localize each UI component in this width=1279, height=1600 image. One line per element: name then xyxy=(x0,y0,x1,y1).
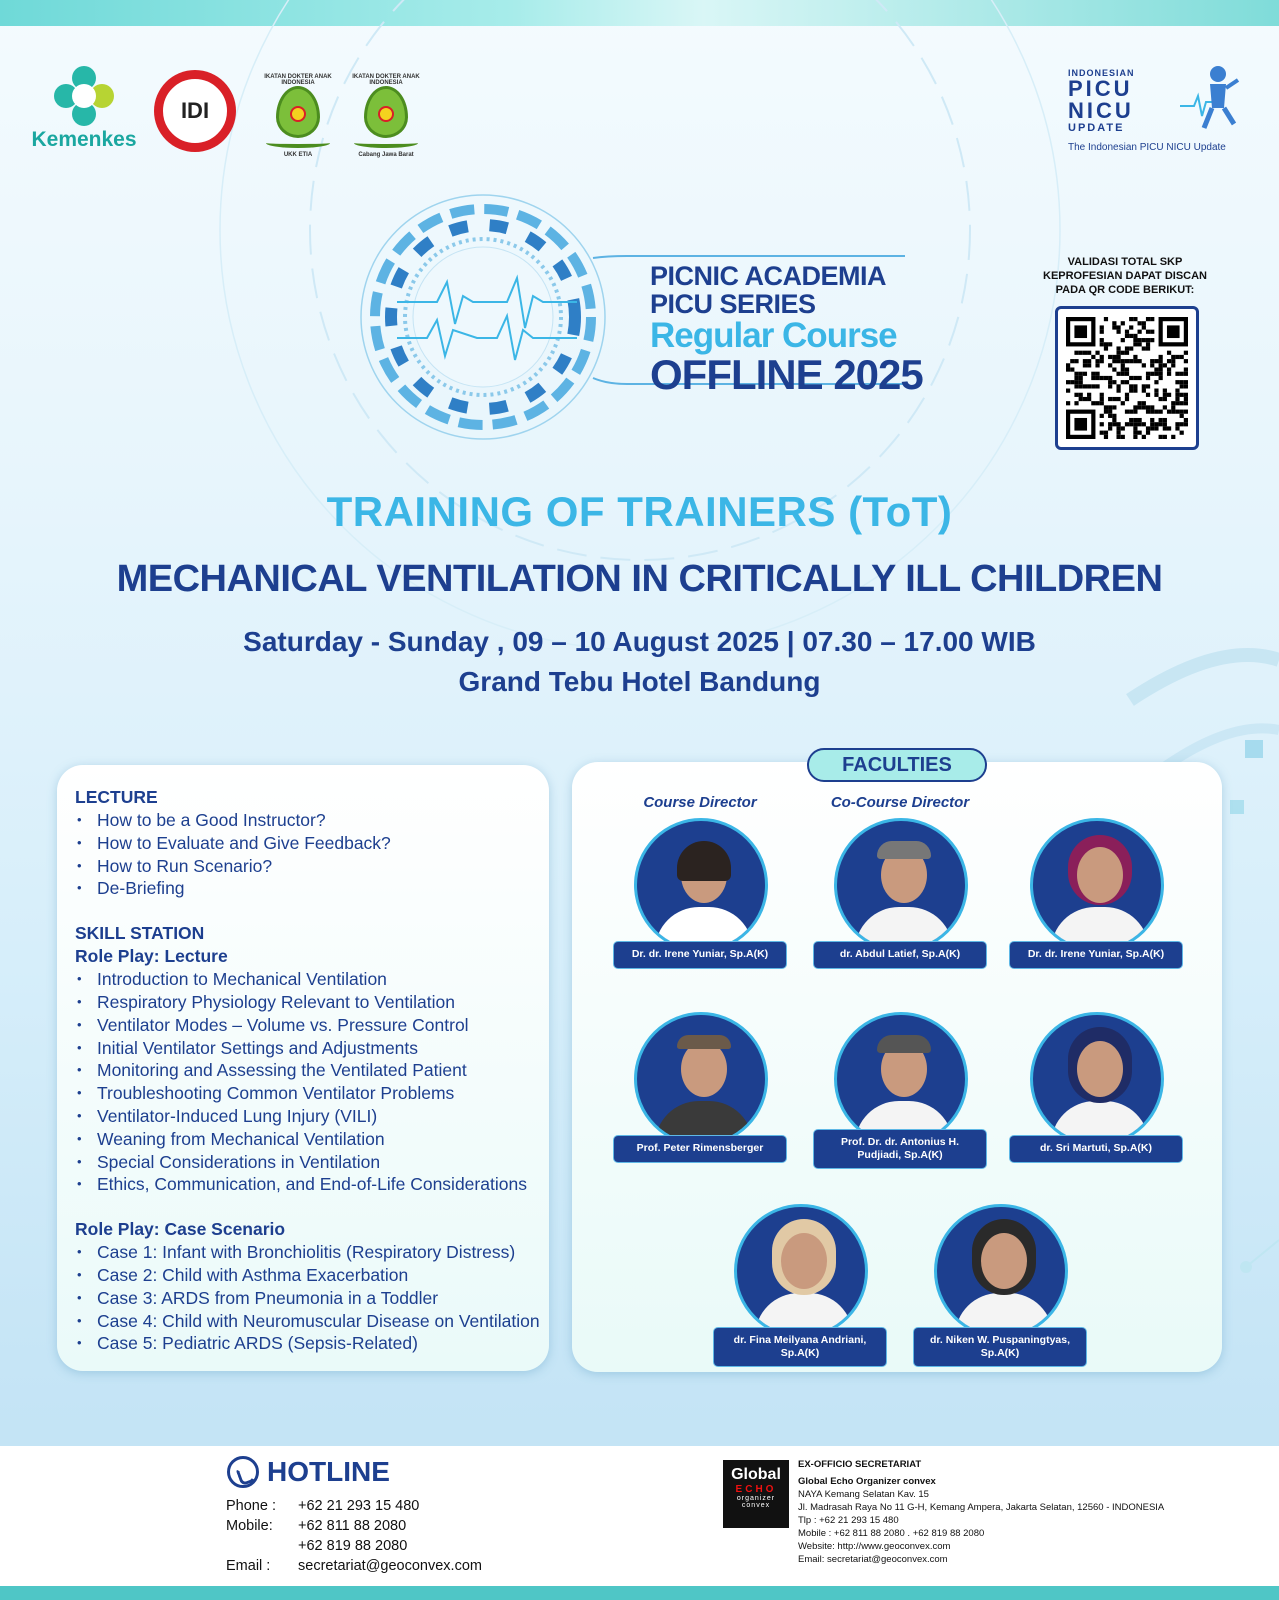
list-item: • Introduction to Mechanical Ventilation xyxy=(75,968,545,991)
idai-cabang-label: Cabang Jawa Barat xyxy=(358,152,414,158)
roleplay-lecture-list xyxy=(75,968,545,1196)
picu-nicu-logo xyxy=(1068,62,1258,157)
faculty-name: dr. Sri Martuti, Sp.A(K) xyxy=(1010,1136,1182,1162)
program-content xyxy=(75,786,545,1355)
faculty-card xyxy=(1010,818,1180,988)
series-line1: PICNIC ACADEMIA xyxy=(650,261,887,291)
kemenkes-text: Kemenkes xyxy=(31,128,137,151)
idai-arc-text: IKATAN DOKTER ANAK INDONESIA xyxy=(352,74,420,86)
idai-jabar-logo xyxy=(346,74,426,164)
faculty-card xyxy=(1010,1012,1180,1182)
idi-logo xyxy=(154,70,236,152)
faculty-card xyxy=(914,1204,1084,1374)
idai-emblem-icon xyxy=(290,106,306,122)
picu-line2: NICU xyxy=(1068,98,1134,123)
secretariat-address: NAYA Kemang Selatan Kav. 15 xyxy=(798,1489,929,1500)
idai-base xyxy=(266,138,330,148)
mobile-label: Mobile: xyxy=(226,1518,273,1534)
list-item: • Case 1: Infant with Bronchiolitis (Respiratory Distress) xyxy=(75,1241,545,1264)
list-item: • Special Considerations in Ventilation xyxy=(75,1151,545,1174)
picu-line1: PICU xyxy=(1068,76,1133,101)
geo-logo-sub: organizer convex xyxy=(736,1495,776,1509)
picu-top-text: INDONESIAN xyxy=(1068,68,1135,78)
idi-text: IDI xyxy=(161,77,229,145)
list-item: • Weaning from Mechanical Ventilation xyxy=(75,1128,545,1151)
secretariat-mobile: Mobile : +62 811 88 2080 . +62 819 88 2080 xyxy=(798,1528,985,1539)
secretariat-info xyxy=(798,1458,1238,1566)
list-item: • How to be a Good Instructor? xyxy=(75,809,545,832)
hotline-text: HOTLINE xyxy=(267,1456,390,1487)
faculty-photo xyxy=(1030,818,1164,952)
idai-emblem-icon xyxy=(378,106,394,122)
faculty-card xyxy=(614,818,784,988)
hotline-contacts xyxy=(226,1496,482,1576)
secretariat-phone: Tlp : +62 21 293 15 480 xyxy=(798,1515,899,1526)
list-item: • How to Evaluate and Give Feedback? xyxy=(75,832,545,855)
course-director-label: Course Director xyxy=(643,794,757,811)
list-item: • Troubleshooting Common Ventilator Problems xyxy=(75,1082,545,1105)
list-item: • How to Run Scenario? xyxy=(75,855,545,878)
idai-base xyxy=(354,138,418,148)
kemenkes-logo xyxy=(24,66,144,156)
qr-code[interactable] xyxy=(1055,306,1199,450)
running-child-icon xyxy=(1180,62,1240,138)
hotline-heading xyxy=(227,1456,390,1488)
faculty-card xyxy=(714,1204,884,1374)
list-item: • Case 4: Child with Neuromuscular Disease on Ventilation xyxy=(75,1310,545,1333)
picu-tagline: The Indonesian PICU NICU Update xyxy=(1068,142,1226,153)
secretariat-email[interactable]: Email: secretariat@geoconvex.com xyxy=(798,1554,948,1565)
faculty-photo xyxy=(634,818,768,952)
faculty-photo xyxy=(734,1204,868,1338)
faculty-name: dr. Abdul Latief, Sp.A(K) xyxy=(814,942,986,968)
secretariat-address: Jl. Madrasah Raya No 11 G-H, Kemang Ampera, Jakarta Selatan, 12560 - INDONESIA xyxy=(798,1502,1165,1513)
email-label: Email : xyxy=(226,1558,271,1574)
series-line2: PICU SERIES xyxy=(650,289,816,319)
tot-heading: TRAINING OF TRAINERS (ToT) xyxy=(326,488,953,535)
picu-update-text: UPDATE xyxy=(1068,122,1125,134)
whatsapp-icon xyxy=(227,1456,259,1488)
faculty-photo xyxy=(634,1012,768,1146)
series-line4: OFFLINE 2025 xyxy=(650,351,923,398)
secretariat-company: Global Echo Organizer convex xyxy=(798,1476,936,1487)
roleplay-lecture-heading: Role Play: Lecture xyxy=(75,946,228,967)
kemenkes-mark-icon xyxy=(54,66,114,126)
roleplay-case-list xyxy=(75,1241,545,1355)
co-course-director-label: Co-Course Director xyxy=(830,794,970,811)
phone-number[interactable]: +62 21 293 15 480 xyxy=(298,1498,420,1514)
list-item: • Case 2: Child with Asthma Exacerbation xyxy=(75,1264,545,1287)
list-item: • Case 5: Pediatric ARDS (Sepsis-Related) xyxy=(75,1332,545,1355)
event-date: Saturday - Sunday , 09 – 10 August 2025 | 07.30 – 17.00 WIB xyxy=(243,626,1036,657)
course-title: MECHANICAL VENTILATION IN CRITICALLY ILL CHILDREN xyxy=(116,558,1163,600)
faculties-heading: FACULTIES xyxy=(807,748,987,782)
faculty-name: Dr. dr. Irene Yuniar, Sp.A(K) xyxy=(1010,942,1182,968)
skill-station-heading: SKILL STATION xyxy=(75,923,205,944)
global-echo-logo xyxy=(723,1460,789,1528)
faculty-photo xyxy=(834,818,968,952)
idai-ukk-label: UKK ETIA xyxy=(283,152,313,158)
list-item: • Monitoring and Assessing the Ventilated Patient xyxy=(75,1059,545,1082)
email-address[interactable]: secretariat@geoconvex.com xyxy=(298,1558,482,1574)
series-line3: Regular Course xyxy=(650,316,897,355)
roleplay-case-heading: Role Play: Case Scenario xyxy=(75,1219,286,1240)
list-item: • Respiratory Physiology Relevant to Ventilation xyxy=(75,991,545,1014)
secretariat-heading: EX-OFFICIO SECRETARIAT xyxy=(798,1459,922,1470)
geo-logo-text: Global xyxy=(731,1466,781,1483)
event-venue: Grand Tebu Hotel Bandung xyxy=(458,666,821,697)
event-series-titles xyxy=(650,262,930,396)
lecture-heading: LECTURE xyxy=(75,787,158,807)
list-item: • De-Briefing xyxy=(75,877,545,900)
mobile-number[interactable]: +62 819 88 2080 xyxy=(298,1538,408,1554)
lecture-list xyxy=(75,809,545,900)
secretariat-website[interactable]: Website: http://www.geoconvex.com xyxy=(798,1541,951,1552)
qr-code-image xyxy=(1066,317,1188,439)
skp-validation-text: VALIDASI TOTAL SKP KEPROFESIAN DAPAT DISCAN PADA QR CODE BERIKUT: xyxy=(1043,256,1207,296)
faculty-name: Dr. dr. Irene Yuniar, Sp.A(K) xyxy=(614,942,786,968)
faculty-card xyxy=(614,1012,784,1182)
list-item: • Initial Ventilator Settings and Adjustments xyxy=(75,1037,545,1060)
bottom-band xyxy=(0,1586,1279,1600)
faculty-photo xyxy=(834,1012,968,1146)
list-item: • Ventilator Modes – Volume vs. Pressure Control xyxy=(75,1014,545,1037)
list-item: • Case 3: ARDS from Pneumonia in a Toddler xyxy=(75,1287,545,1310)
list-item: • Ventilator-Induced Lung Injury (VILI) xyxy=(75,1105,545,1128)
faculty-name: Prof. Dr. dr. Antonius H. Pudjiadi, Sp.A(K) xyxy=(814,1130,986,1168)
faculty-name: dr. Fina Meilyana Andriani, Sp.A(K) xyxy=(714,1328,886,1366)
faculty-name: dr. Niken W. Puspaningtyas, Sp.A(K) xyxy=(914,1328,1086,1366)
list-item: • Ethics, Communication, and End-of-Life Considerations xyxy=(75,1173,545,1196)
mobile-number[interactable]: +62 811 88 2080 xyxy=(298,1518,407,1534)
faculty-card xyxy=(814,1012,984,1182)
geo-logo-echo: ECHO xyxy=(735,1484,777,1495)
phone-label: Phone : xyxy=(226,1498,276,1514)
idai-ukk-etia-logo xyxy=(258,74,338,164)
faculty-name: Prof. Peter Rimensberger xyxy=(614,1136,786,1162)
faculty-card xyxy=(814,818,984,988)
faculty-photo xyxy=(934,1204,1068,1338)
faculty-photo xyxy=(1030,1012,1164,1146)
idai-arc-text: IKATAN DOKTER ANAK INDONESIA xyxy=(264,74,332,86)
